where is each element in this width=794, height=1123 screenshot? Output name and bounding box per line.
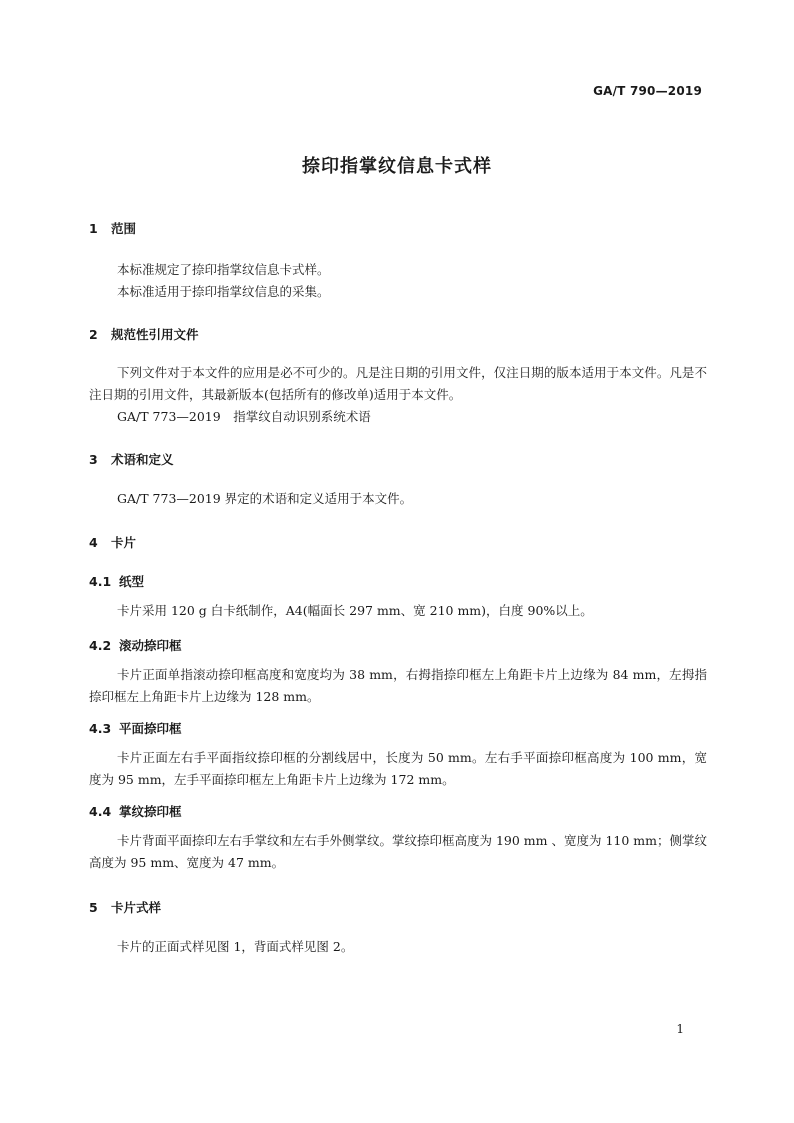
section-title: 规范性引用文件 bbox=[111, 327, 199, 342]
standard-number: GA/T 790—2019 bbox=[593, 84, 702, 98]
section-title: 术语和定义 bbox=[111, 452, 174, 467]
section-3-heading bbox=[89, 450, 174, 468]
subsection-number: 4.2 bbox=[89, 638, 112, 653]
paragraph: 下列文件对于本文件的应用是必不可少的。凡是注日期的引用文件，仅注日期的版本适用于本文件。凡是不注日期的引用文件，其最新版本(包括所有的修改单)适用于本文件。 bbox=[89, 365, 707, 402]
subsection-4-4-heading bbox=[89, 802, 182, 820]
subsection-title: 纸型 bbox=[119, 574, 145, 589]
section-title: 范围 bbox=[111, 221, 137, 236]
page-number: 1 bbox=[676, 1022, 684, 1036]
section-number: 3 bbox=[89, 452, 98, 467]
subsection-4-3-heading bbox=[89, 719, 182, 737]
subsection-title: 滚动捺印框 bbox=[119, 638, 182, 653]
section-title: 卡片式样 bbox=[111, 900, 162, 915]
subsection-title: 掌纹捺印框 bbox=[119, 804, 182, 819]
section-4-heading bbox=[89, 533, 136, 551]
section-2-heading bbox=[89, 325, 199, 343]
section-title: 卡片 bbox=[111, 535, 137, 550]
subsection-title: 平面捺印框 bbox=[119, 721, 182, 736]
paragraph: 卡片正面单指滚动捺印框高度和宽度均为 38 mm，右拇指捺印框左上角距卡片上边缘为 84 mm，左拇指捺印框左上角距卡片上边缘为 128 mm。 bbox=[89, 667, 707, 704]
section-number: 5 bbox=[89, 900, 98, 915]
subsection-number: 4.4 bbox=[89, 804, 112, 819]
subsection-number: 4.1 bbox=[89, 574, 112, 589]
paragraph: 卡片采用 120 g 白卡纸制作，A4(幅面长 297 mm、宽 210 mm)，白度 90%以上。 bbox=[117, 603, 593, 618]
paragraph: 卡片背面平面捺印左右手掌纹和左右手外侧掌纹。掌纹捺印框高度为 190 mm 、宽度为 110 mm；侧掌纹高度为 95 mm、宽度为 47 mm。 bbox=[89, 833, 707, 870]
paragraph: 卡片的正面式样见图 1，背面式样见图 2。 bbox=[117, 939, 354, 954]
document-title: 捺印指掌纹信息卡式样 bbox=[302, 156, 492, 177]
paragraph: 卡片正面左右手平面指纹捺印框的分割线居中，长度为 50 mm。左右手平面捺印框高度为 100 mm，宽度为 95 mm，左手平面捺印框左上角距卡片上边缘为 172 mm。 bbox=[89, 750, 707, 787]
section-5-heading bbox=[89, 898, 161, 916]
normative-reference: GA/T 773—2019 指掌纹自动识别系统术语 bbox=[117, 409, 371, 424]
subsection-number: 4.3 bbox=[89, 721, 112, 736]
section-1-heading bbox=[89, 219, 136, 237]
section-number: 4 bbox=[89, 535, 98, 550]
paragraph: 本标准适用于捺印指掌纹信息的采集。 bbox=[117, 284, 330, 299]
section-number: 1 bbox=[89, 221, 98, 236]
subsection-4-2-heading bbox=[89, 636, 182, 654]
paragraph: 本标准规定了捺印指掌纹信息卡式样。 bbox=[117, 262, 330, 277]
paragraph: GA/T 773—2019 界定的术语和定义适用于本文件。 bbox=[117, 491, 413, 506]
section-number: 2 bbox=[89, 327, 98, 342]
subsection-4-1-heading bbox=[89, 572, 144, 590]
